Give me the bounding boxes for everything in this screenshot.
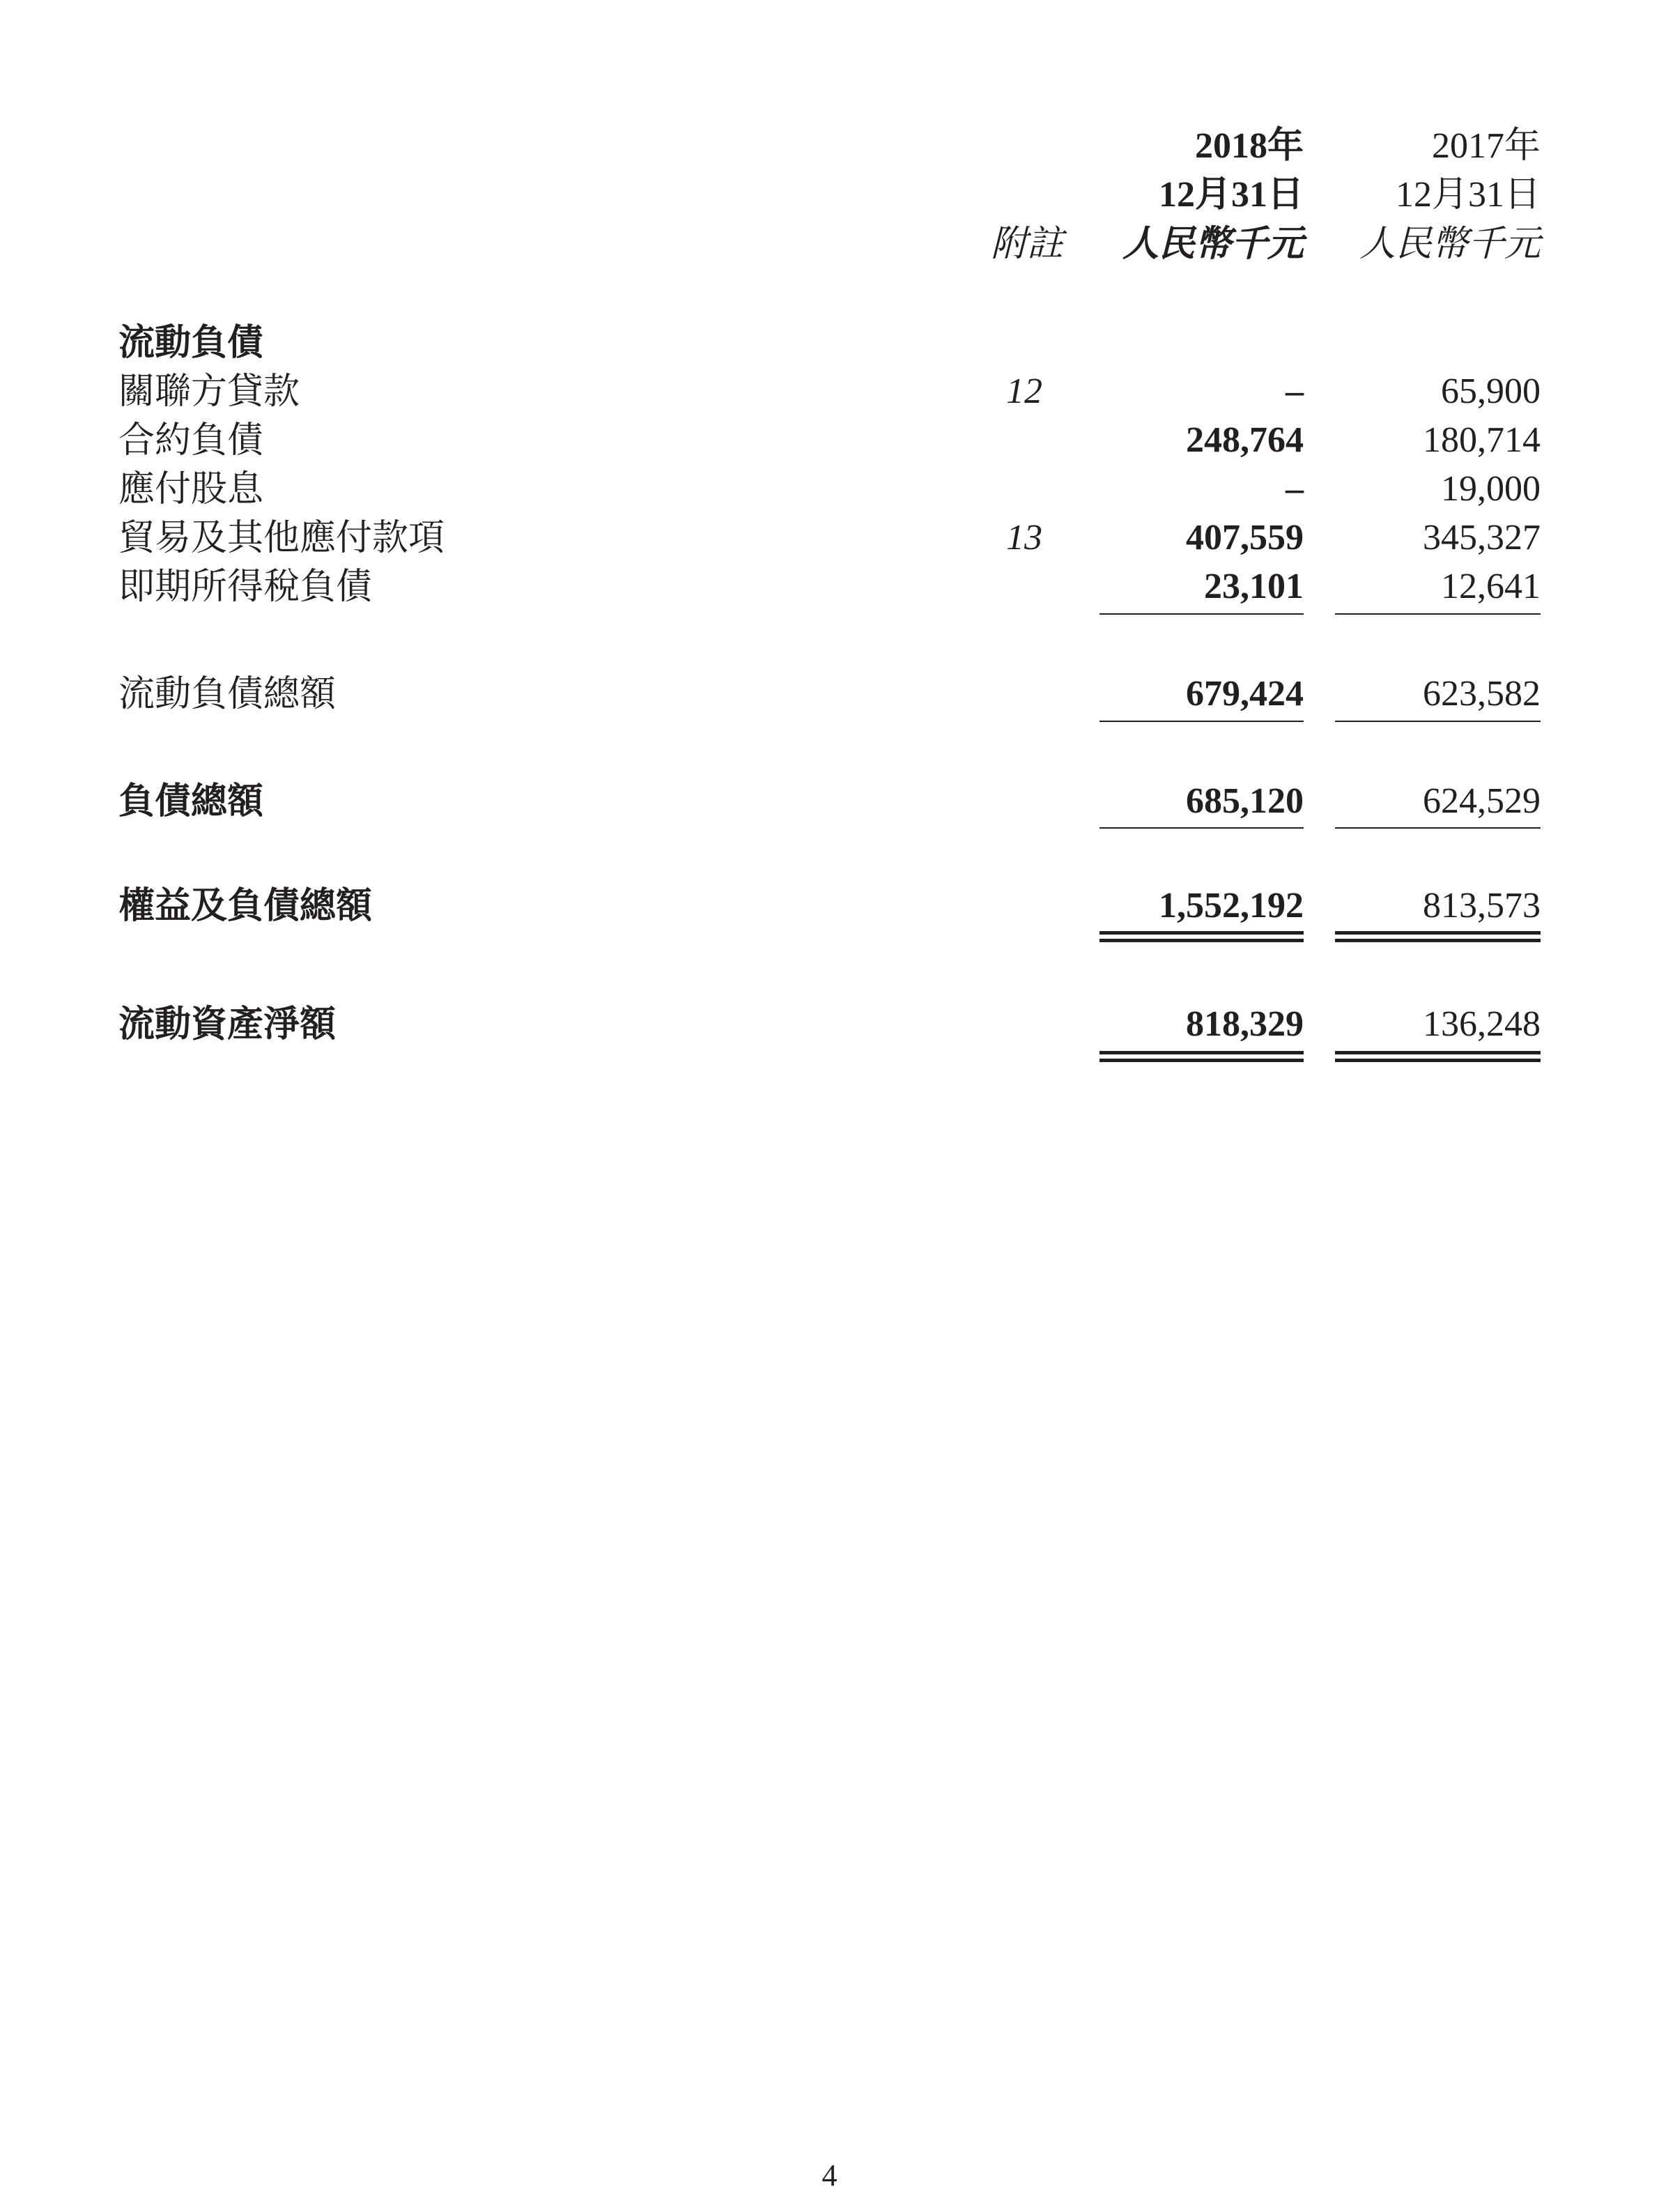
double-rule-2018-net-current-assets [1099, 1051, 1304, 1054]
total-value-2018-equity-and-liabilities: 1,552,192 [1159, 886, 1304, 925]
row-value-2017-related-party-loans: 65,900 [1441, 371, 1541, 411]
subtotal-rule-2017 [1335, 613, 1541, 615]
total-rule-2018-current-liabilities [1099, 721, 1304, 722]
header-year-2018: 2018年 [1194, 126, 1304, 166]
double-rule-2017-equity-and-liabilities [1335, 931, 1541, 935]
row-value-2017-trade-payables: 345,327 [1423, 518, 1541, 558]
total-label-liabilities: 負債總額 [118, 781, 264, 822]
row-label-trade-payables: 貿易及其他應付款項 [118, 517, 445, 559]
row-value-2017-dividends-payable: 19,000 [1441, 469, 1541, 509]
header-year-2017: 2017年 [1431, 126, 1541, 166]
row-label-dividends-payable: 應付股息 [118, 468, 264, 510]
header-unit-2018: 人民幣千元 [1122, 223, 1304, 265]
row-value-2018-related-party-loans: – [1286, 371, 1304, 411]
total-value-2018-net-current-assets: 818,329 [1186, 1004, 1304, 1044]
double-rule-2018-equity-and-liabilities [1099, 931, 1304, 935]
row-label-current-tax-liabilities: 即期所得稅負債 [118, 566, 373, 608]
subtotal-rule-2018 [1099, 613, 1304, 615]
header-date-2017: 12月31日 [1395, 175, 1541, 215]
total-rule-2018-liabilities [1099, 827, 1304, 829]
row-label-related-party-loans: 關聯方貸款 [118, 371, 300, 413]
row-value-2018-dividends-payable: – [1286, 469, 1304, 509]
header-date-2018: 12月31日 [1158, 175, 1304, 215]
total-value-2018-liabilities: 685,120 [1186, 781, 1304, 821]
row-value-2018-contract-liabilities: 248,764 [1186, 420, 1304, 460]
row-value-2017-current-tax-liabilities: 12,641 [1441, 567, 1541, 606]
section-title-current-liabilities: 流動負債 [118, 322, 264, 364]
total-label-current-liabilities: 流動負債總額 [118, 673, 337, 715]
total-rule-2017-current-liabilities [1335, 721, 1541, 722]
total-value-2017-liabilities: 624,529 [1423, 781, 1541, 821]
total-value-2017-net-current-assets: 136,248 [1423, 1004, 1541, 1044]
row-note-trade-payables: 13 [1006, 518, 1042, 558]
total-value-2017-equity-and-liabilities: 813,573 [1423, 886, 1541, 925]
total-value-2017-current-liabilities: 623,582 [1423, 674, 1541, 714]
double-rule-2017-net-current-assets [1335, 1051, 1541, 1054]
header-unit-2017: 人民幣千元 [1359, 223, 1541, 265]
row-value-2018-current-tax-liabilities: 23,101 [1204, 567, 1304, 606]
total-label-net-current-assets: 流動資產淨額 [118, 1004, 337, 1045]
row-value-2018-trade-payables: 407,559 [1186, 518, 1304, 558]
row-note-related-party-loans: 12 [1006, 371, 1042, 411]
total-rule-2017-liabilities [1335, 827, 1541, 829]
header-note: 附註 [990, 223, 1063, 265]
row-value-2017-contract-liabilities: 180,714 [1423, 420, 1541, 460]
total-label-equity-and-liabilities: 權益及負債總額 [118, 885, 373, 927]
page-number: 4 [821, 2158, 838, 2192]
total-value-2018-current-liabilities: 679,424 [1186, 674, 1304, 714]
row-label-contract-liabilities: 合約負債 [118, 420, 264, 461]
